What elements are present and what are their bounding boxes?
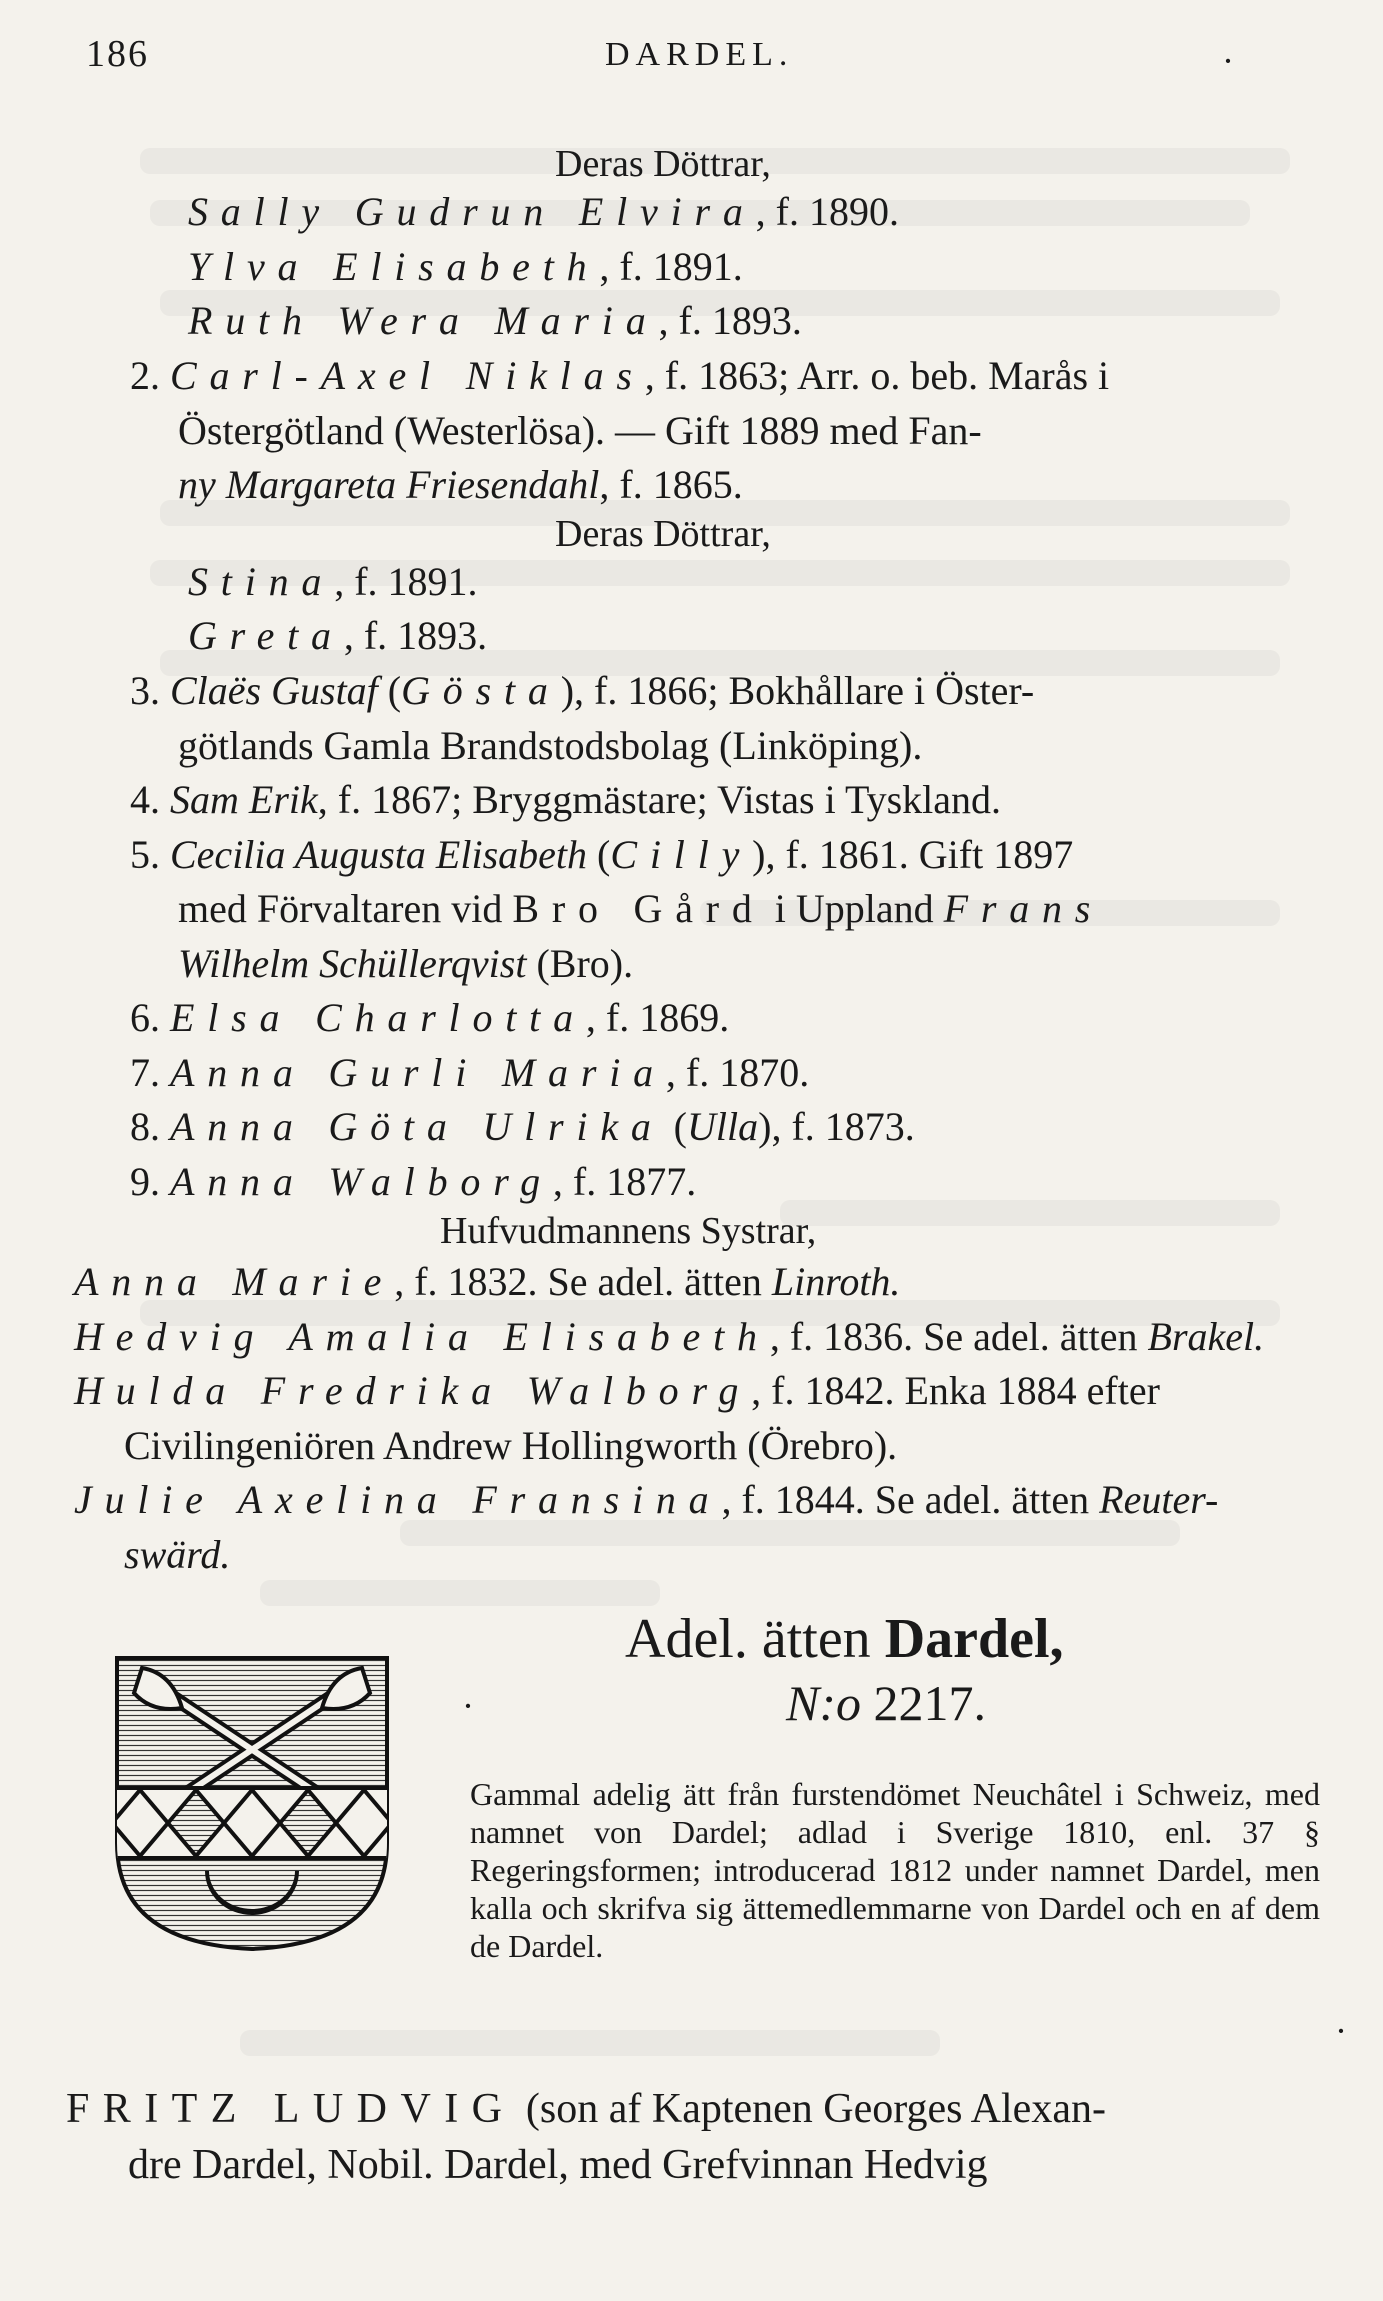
- sister-entry: Julie Axelina Fransina, f. 1844. Se adel. ätten Reuter-: [74, 1477, 1219, 1522]
- person-name: Julie Axelina Fransina: [74, 1477, 722, 1522]
- dot-mark: ·: [462, 1686, 474, 1726]
- text-line: dre Dardel, Nobil. Dardel, med Grefvinnan Hedvig: [128, 2142, 988, 2188]
- person-name: Greta: [188, 613, 344, 658]
- nickname: Cilly: [610, 832, 753, 877]
- list-item: Ruth Wera Maria, f. 1893.: [188, 298, 802, 343]
- entry-fritz-ludvig: FRITZ LUDVIG (son af Kaptenen Georges Alexan-: [66, 2086, 1106, 2132]
- person-name: Stina: [188, 559, 335, 604]
- sister-entry: Anna Marie, f. 1832. Se adel. ätten Linroth.: [74, 1259, 901, 1304]
- family-number: N:o 2217.: [786, 1675, 986, 1731]
- daughters-heading: Deras Döttrar,: [555, 513, 771, 555]
- person-name: Ylva Elisabeth: [188, 244, 600, 289]
- person-name: Claës Gustaf: [170, 668, 378, 713]
- person-name: Sam Erik: [170, 777, 318, 822]
- person-name: Elsa Charlotta: [170, 995, 586, 1040]
- list-item: Stina, f. 1891.: [188, 559, 478, 604]
- list-item-9: 9. Anna Walborg, f. 1877.: [130, 1159, 697, 1204]
- list-item-4: 4. Sam Erik, f. 1867; Bryggmästare; Vistas i Tyskland.: [130, 777, 1002, 822]
- text-line: Wilhelm Schüllerqvist (Bro).: [178, 941, 634, 986]
- sister-entry: Hedvig Amalia Elisabeth, f. 1836. Se adel. ätten Brakel.: [74, 1314, 1265, 1359]
- list-item-7: 7. Anna Gurli Maria, f. 1870.: [130, 1050, 810, 1095]
- nickname: Gösta: [401, 668, 561, 713]
- text-line: swärd.: [124, 1532, 231, 1577]
- sister-entry: Hulda Fredrika Walborg, f. 1842. Enka 1884 efter: [74, 1368, 1160, 1413]
- person-name: Anna Walborg: [170, 1159, 553, 1204]
- daughters-heading: Deras Döttrar,: [555, 143, 771, 185]
- dot-mark: ·: [1335, 2011, 1347, 2051]
- family-name: Reuter-: [1099, 1477, 1219, 1522]
- sisters-heading: Hufvudmannens Systrar,: [440, 1210, 817, 1252]
- list-item: Sally Gudrun Elvira, f. 1890.: [188, 189, 899, 234]
- person-name: Anna Göta Ulrika: [170, 1104, 664, 1149]
- family-name: Dardel,: [884, 1608, 1064, 1670]
- text-line: ny Margareta Friesendahl, f. 1865.: [178, 462, 743, 507]
- place-name: Bro Gård: [512, 886, 765, 931]
- family-name: Linroth.: [771, 1259, 901, 1304]
- page-number: 186: [86, 33, 149, 75]
- text-line: med Förvaltaren vid Bro Gård i Uppland Frans: [178, 886, 1104, 931]
- person-name: ny Margareta Friesendahl: [178, 462, 600, 507]
- person-name: Ruth Wera Maria: [188, 298, 659, 343]
- list-item-2: 2. Carl-Axel Niklas, f. 1863; Arr. o. beb. Marås i: [130, 353, 1110, 398]
- list-item: Ylva Elisabeth, f. 1891.: [188, 244, 743, 289]
- person-name: Anna Gurli Maria: [170, 1050, 666, 1095]
- text-line: Östergötland (Westerlösa). — Gift 1889 med Fan-: [178, 408, 982, 453]
- person-name: FRITZ LUDVIG: [66, 2086, 516, 2132]
- list-item-6: 6. Elsa Charlotta, f. 1869.: [130, 995, 730, 1040]
- nickname: Ulla: [687, 1104, 759, 1149]
- dot-mark: ·: [1222, 41, 1234, 81]
- text-line: götlands Gamla Brandstodsbolag (Linköping).: [178, 723, 923, 768]
- text-line: Civilingeniören Andrew Hollingworth (Örebro).: [124, 1423, 898, 1468]
- person-name: Hulda Fredrika Walborg: [74, 1368, 752, 1413]
- person-name: Anna Marie: [74, 1259, 395, 1304]
- coat-of-arms-icon: [112, 1653, 392, 1953]
- list-item: Greta, f. 1893.: [188, 613, 488, 658]
- family-name: Brakel.: [1147, 1314, 1265, 1359]
- family-heading: Adel. ätten Dardel,: [625, 1608, 1064, 1670]
- list-item-5: 5. Cecilia Augusta Elisabeth (Cilly), f. 1861. Gift 1897: [130, 832, 1074, 877]
- list-item-8: 8. Anna Göta Ulrika (Ulla), f. 1873.: [130, 1104, 915, 1149]
- person-name: Hedvig Amalia Elisabeth: [74, 1314, 770, 1359]
- person-name: Carl-Axel Niklas: [170, 353, 645, 398]
- list-item-3: 3. Claës Gustaf (Gösta), f. 1866; Bokhållare i Öster-: [130, 668, 1035, 713]
- family-description: Gammal adelig ätt från furstendömet Neuchâtel i Schweiz, med namnet von Dardel; adlad i Sverige 1810, enl. 37 § Regeringsformen; introducerad 1812 under namnet Dardel, men kalla och skrifva sig ättemedlemmarne von Dardel och en af dem de Dardel.: [470, 1776, 1320, 1964]
- person-name: Sally Gudrun Elvira: [188, 189, 756, 234]
- person-name: Frans: [943, 886, 1104, 931]
- person-name: Wilhelm Schüllerqvist: [178, 941, 527, 986]
- person-name: Cecilia Augusta Elisabeth: [170, 832, 588, 877]
- running-title: DARDEL.: [605, 36, 794, 73]
